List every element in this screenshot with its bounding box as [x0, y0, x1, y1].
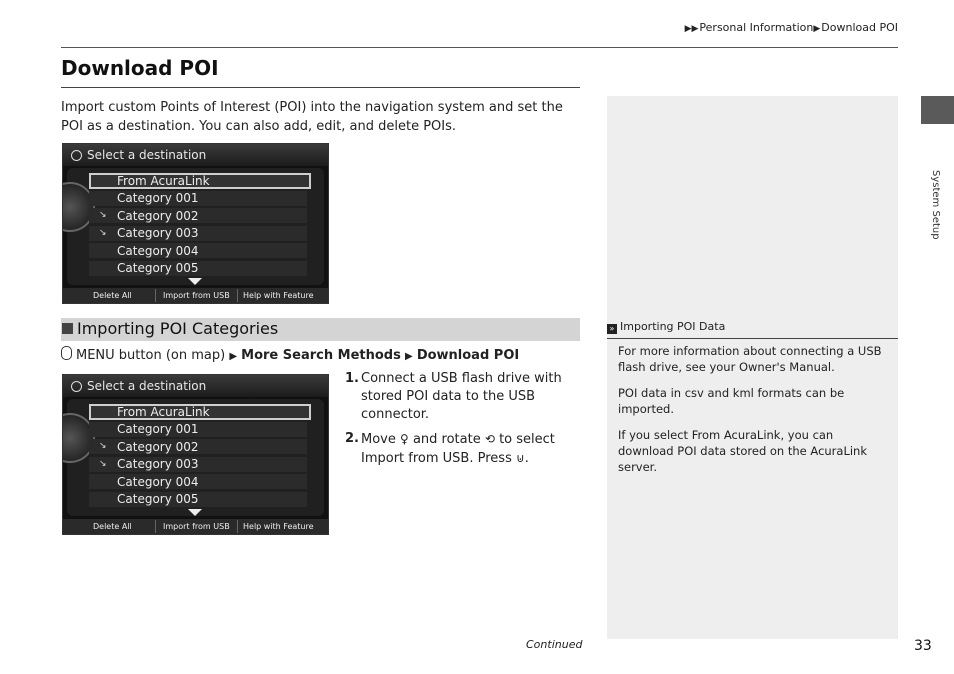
divider — [155, 289, 156, 302]
steps-list — [345, 370, 580, 474]
screen-item-label: Category 004 — [117, 244, 199, 258]
page-title: Download POI — [61, 56, 219, 80]
screen-item-label: Category 003 — [117, 226, 199, 240]
check-icon: ↘ — [99, 228, 107, 238]
screen-button-label: Help with Feature — [243, 522, 314, 531]
screen-item-label: Category 001 — [117, 191, 199, 205]
chapter-tab[interactable] — [921, 96, 954, 124]
scroll-down-icon — [188, 278, 202, 285]
voice-mic-icon — [61, 346, 72, 360]
step-item: 1. Connect a USB flash drive with stored POI data to the USB connector. — [345, 371, 562, 422]
divider — [237, 289, 238, 302]
screen-item-label: From AcuraLink — [117, 405, 210, 419]
check-icon: ↘ — [99, 459, 107, 469]
rotate-knob-icon: ⟲ — [484, 432, 495, 446]
divider — [237, 520, 238, 533]
screen-button-label: Delete All — [93, 522, 132, 531]
check-icon: ↘ — [99, 210, 107, 220]
screen-item-label: Category 004 — [117, 475, 199, 489]
step-item: 2. Move ♀ and rotate ⟲ to select Import from USB. Press ⊍. — [345, 431, 555, 466]
press-knob-icon: ⊍ — [515, 451, 525, 465]
screen-item-label: Category 001 — [117, 422, 199, 436]
breadcrumb-item-download-poi[interactable]: Download POI — [821, 21, 898, 34]
continued-label: Continued — [526, 638, 583, 651]
divider — [155, 520, 156, 533]
screen-button-label: Import from USB — [163, 522, 230, 531]
screen-item-label: Category 003 — [117, 457, 199, 471]
compass-icon — [71, 150, 82, 161]
check-icon: ↘ — [99, 441, 107, 451]
note-divider — [607, 338, 898, 339]
breadcrumb-item-personal-information[interactable]: Personal Information — [699, 21, 814, 34]
move-joystick-icon: ♀ — [400, 432, 409, 446]
title-divider — [61, 87, 580, 88]
note-paragraph: For more information about connecting a USB flash drive, see your Owner's Manual. — [618, 344, 882, 374]
screen-title: Select a destination — [87, 148, 207, 162]
screen-item-label: Category 005 — [117, 492, 199, 506]
section-title: Importing POI Categories — [61, 319, 278, 338]
note-heading: » Importing POI Data — [607, 320, 725, 334]
page-number: 33 — [914, 638, 932, 654]
screen-title: Select a destination — [87, 379, 207, 393]
nav-screen-image — [62, 143, 329, 304]
screen-item-label: Category 005 — [117, 261, 199, 275]
breadcrumb: ▶▶Personal Information▶Download POI — [684, 21, 898, 34]
screen-item-label: From AcuraLink — [117, 174, 210, 188]
note-paragraph: POI data in csv and kml formats can be imported. — [618, 386, 845, 416]
top-divider — [61, 47, 898, 48]
note-body — [618, 343, 890, 485]
square-bullet-icon — [62, 323, 73, 334]
menu-path: MENU button (on map) ▶ More Search Methods ▶ Download POI — [61, 346, 519, 363]
scroll-down-icon — [188, 509, 202, 516]
screen-button-label: Import from USB — [163, 291, 230, 300]
double-arrow-icon: » — [607, 324, 617, 334]
screen-item-label: Category 002 — [117, 209, 199, 223]
screen-button-label: Delete All — [93, 291, 132, 300]
compass-icon — [71, 381, 82, 392]
screen-item-label: Category 002 — [117, 440, 199, 454]
nav-screen-image — [62, 374, 329, 535]
note-paragraph: If you select From AcuraLink, you can download POI data stored on the AcuraLink server. — [618, 428, 868, 474]
intro-text: Import custom Points of Interest (POI) into the navigation system and set the POI as a destination. You can also add, edit, and delete POIs. — [61, 100, 563, 134]
screen-button-label: Help with Feature — [243, 291, 314, 300]
chapter-tab-label: System Setup — [930, 170, 941, 240]
